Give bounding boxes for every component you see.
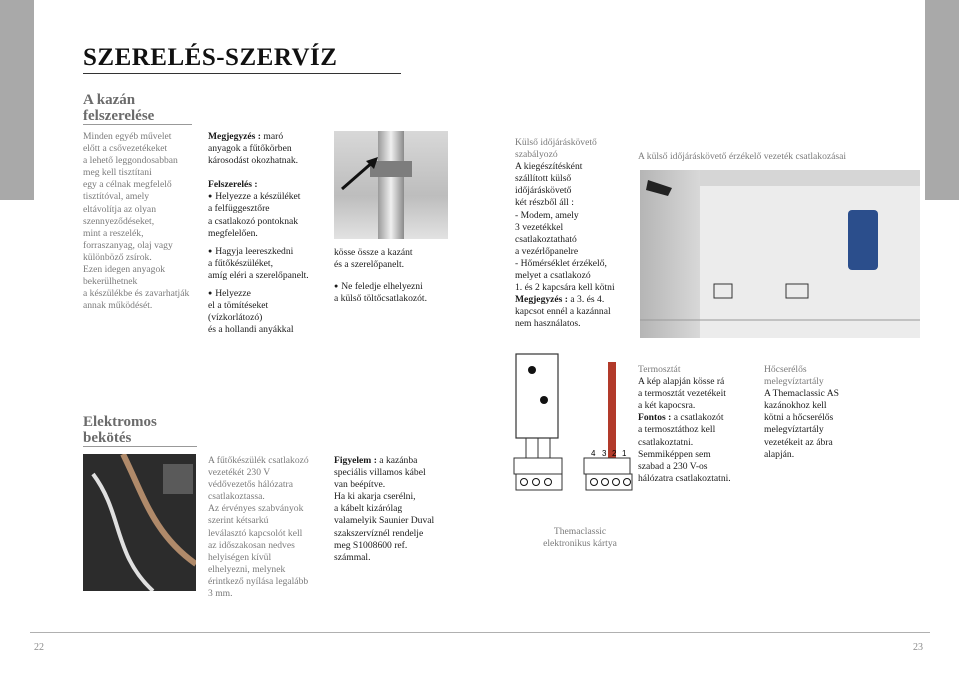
arrow-icon — [334, 131, 448, 239]
text-line: mint a reszelék, — [83, 227, 144, 239]
page-number-right: 23 — [913, 642, 923, 653]
text-line: melyet a csatlakozó — [515, 270, 591, 282]
text-line: tisztítóval, amely — [83, 191, 150, 203]
note-text: a 3. és 4. — [568, 294, 605, 306]
heading-line: felszerelése — [83, 108, 155, 124]
text-line: kapcsot ennél a kazánnal — [515, 306, 611, 318]
text-line: számmal. — [334, 551, 371, 563]
note-label: Megjegyzés : — [515, 294, 568, 306]
text-line: szennyeződéseket, — [83, 215, 155, 227]
text-line: a kábelt kizárólag — [334, 503, 403, 515]
text-line: annak működését. — [83, 300, 153, 312]
title-rule — [83, 73, 401, 74]
text-line: a lehető leggondosabban — [83, 155, 178, 167]
warning-line — [334, 455, 452, 467]
text-line: - Modem, amely — [515, 209, 579, 221]
arrow-icon — [640, 170, 920, 338]
note-line — [208, 131, 328, 143]
text-line: szerint kétsarkú — [208, 515, 269, 527]
text-line: 3 vezetékkel — [515, 221, 564, 233]
important-line — [638, 412, 758, 424]
text-line: hálózatra csatlakoztatni. — [638, 472, 731, 484]
text-line: elhelyezni, melynek — [208, 563, 286, 575]
step-line: ● Helyezze a készüléket — [208, 191, 328, 203]
text-line: szakszervíznél rendelje — [334, 527, 424, 539]
section-heading-electrical — [83, 414, 157, 446]
text-line: - Hőmérséklet érzékelő, — [515, 257, 607, 269]
text-line: a fűtőkészüléket, — [208, 257, 273, 269]
text-line: helyiségen kívül — [208, 551, 272, 563]
pipe-connection-photo — [334, 131, 448, 239]
page-number-left: 22 — [34, 642, 44, 653]
step-line: ● Helyezze — [208, 288, 328, 300]
warning-label: Figyelem : — [334, 455, 377, 466]
text-line: vezetékét 230 V — [208, 467, 271, 479]
text-line: A kép alapján kösse rá — [638, 376, 725, 388]
text-line: 1. és 2 kapcsára kell kötni — [515, 282, 615, 294]
text-line: a külső töltőcsatlakozót. — [334, 293, 427, 305]
text-line: A fűtőkészülék csatlakozó — [208, 455, 309, 466]
text-line: időjáráskövető — [515, 185, 572, 197]
section-heading-boiler — [83, 92, 154, 124]
text-line: szabályozó — [515, 149, 558, 161]
install-column — [208, 131, 328, 336]
text-line: kazánokhoz kell — [764, 400, 827, 412]
sensor-caption: A külső időjáráskövető érzékelő vezeték csatlakozásai — [638, 151, 847, 162]
text-line: van beépítve. — [334, 479, 386, 491]
wires-shape — [83, 454, 196, 591]
boiler-wiring-photo — [640, 170, 920, 338]
text-line: A kiegészítésként — [515, 161, 583, 173]
important-text: a csatlakozót — [671, 412, 724, 424]
text-line: vezetékeit az ábra — [764, 436, 833, 448]
text-line: csatlakoztassa. — [208, 491, 265, 503]
text-line: nem használatos. — [515, 318, 581, 330]
note-text: maró — [261, 131, 284, 142]
text-line: Themaclassic — [553, 526, 607, 537]
board-caption — [530, 526, 630, 550]
text-line: Minden egyéb művelet — [83, 131, 172, 142]
important-label: Fontos : — [638, 412, 672, 424]
text-line: és a szerelőpanelt. — [334, 259, 405, 271]
text-line: amíg eléri a szerelőpanelt. — [208, 269, 309, 281]
text-line: Külső időjáráskövető — [515, 137, 597, 148]
text-line: el a tömítéseket — [208, 300, 269, 312]
left-side-tab — [0, 0, 34, 200]
text-line: meg kell tisztítani — [83, 167, 152, 179]
electrical-text — [208, 455, 330, 600]
text-line: érintkező nyílása legalább — [208, 575, 309, 587]
step-line: ● Hagyja leereszkedni — [208, 246, 328, 258]
intro-text — [83, 131, 203, 312]
page-title: SZERELÉS-SZERVÍZ — [83, 44, 338, 71]
text-line: a készülékbe és zavarhatják — [83, 288, 190, 300]
text-line: csatlakoztatni. — [638, 436, 694, 448]
warning-text — [334, 455, 452, 564]
thermostat-text — [638, 364, 758, 485]
continuation-text — [334, 247, 452, 305]
text-line: kötni a hőcserélős — [764, 412, 834, 424]
text-line: a termosztáthoz kell — [638, 424, 716, 436]
heading-rule — [83, 124, 192, 125]
text-line: károsodást okozhatnak. — [208, 155, 299, 167]
storage-heading: melegvíztartály — [764, 376, 824, 388]
text-line: szabad a 230 V-os — [638, 460, 708, 472]
text-line: a vezérlőpanelre — [515, 245, 579, 257]
warning-text-start: a kazánba — [376, 455, 418, 466]
text-line: 3 mm. — [208, 588, 233, 600]
text-line: csatlakoztatható — [515, 233, 577, 245]
text-line: a termosztát vezetékeit — [638, 388, 726, 400]
terminal-number: 2 — [612, 449, 617, 458]
text-line: eltávolítja az olyan — [83, 203, 156, 215]
text-line: egy a célnak megfelelő — [83, 179, 172, 191]
electrical-wiring-photo — [83, 454, 196, 591]
terminal-number: 4 — [591, 449, 596, 458]
text-line: az időszakosan nedves — [208, 539, 295, 551]
text-line: előtt a csővezetékeket — [83, 143, 168, 155]
text-line: védővezetős hálózatra — [208, 479, 293, 491]
step-line: ● Ne feledje elhelyezni — [334, 281, 452, 293]
text-line: leválasztó kapcsolót kell — [208, 527, 303, 539]
heading-rule — [83, 446, 197, 447]
note-label: Megjegyzés : — [208, 131, 261, 142]
storage-tank-text — [764, 364, 884, 461]
text-line: és a hollandi anyákkal — [208, 324, 294, 336]
text-line: a csatlakozó pontoknak — [208, 215, 299, 227]
text-line: két részből áll : — [515, 197, 574, 209]
terminal-number: 3 — [602, 449, 607, 458]
heading-line: Elektromos — [83, 414, 157, 430]
text-line: kösse össze a kazánt — [334, 247, 413, 258]
text-line: különböző zsírok. — [83, 251, 152, 263]
heading-line: A kazán — [83, 92, 136, 108]
text-line: a két kapocsra. — [638, 400, 696, 412]
text-line: szállított külső — [515, 173, 572, 185]
text-line: Ha ki akarja cserélni, — [334, 491, 416, 503]
text-line: meg S1008600 ref. — [334, 539, 408, 551]
text-line: Ezen idegen anyagok — [83, 264, 166, 276]
text-line: valamelyik Saunier Duval — [334, 515, 435, 527]
text-line: elektronikus kártya — [543, 538, 617, 550]
install-label: Felszerelés : — [208, 179, 258, 191]
text-line: bekerülhetnek — [83, 276, 138, 288]
text-line: forraszanyag, olaj vagy — [83, 239, 173, 251]
text-line: Az érvényes szabványok — [208, 503, 304, 515]
text-line: Semmiképpen sem — [638, 448, 711, 460]
text-line: alapján. — [764, 448, 795, 460]
weather-regulator-text — [515, 137, 633, 331]
note-line — [515, 294, 633, 306]
text-line: a felfüggesztőre — [208, 203, 270, 215]
text-line: megfelelően. — [208, 227, 258, 239]
thermostat-wiring-diagram — [512, 352, 634, 492]
footer-rule — [30, 632, 930, 633]
text-line: speciális villamos kábel — [334, 467, 426, 479]
text-line: anyagok a fűtőkörben — [208, 143, 292, 155]
heading-line: bekötés — [83, 430, 132, 446]
terminal-number: 1 — [622, 449, 627, 458]
text-line: A Themaclassic AS — [764, 388, 839, 400]
thermostat-heading: Termosztát — [638, 364, 681, 375]
storage-heading: Hőcserélős — [764, 364, 807, 375]
text-line: (vízkorlátozó) — [208, 312, 263, 324]
text-line: melegvíztartály — [764, 424, 824, 436]
right-side-tab — [925, 0, 959, 200]
